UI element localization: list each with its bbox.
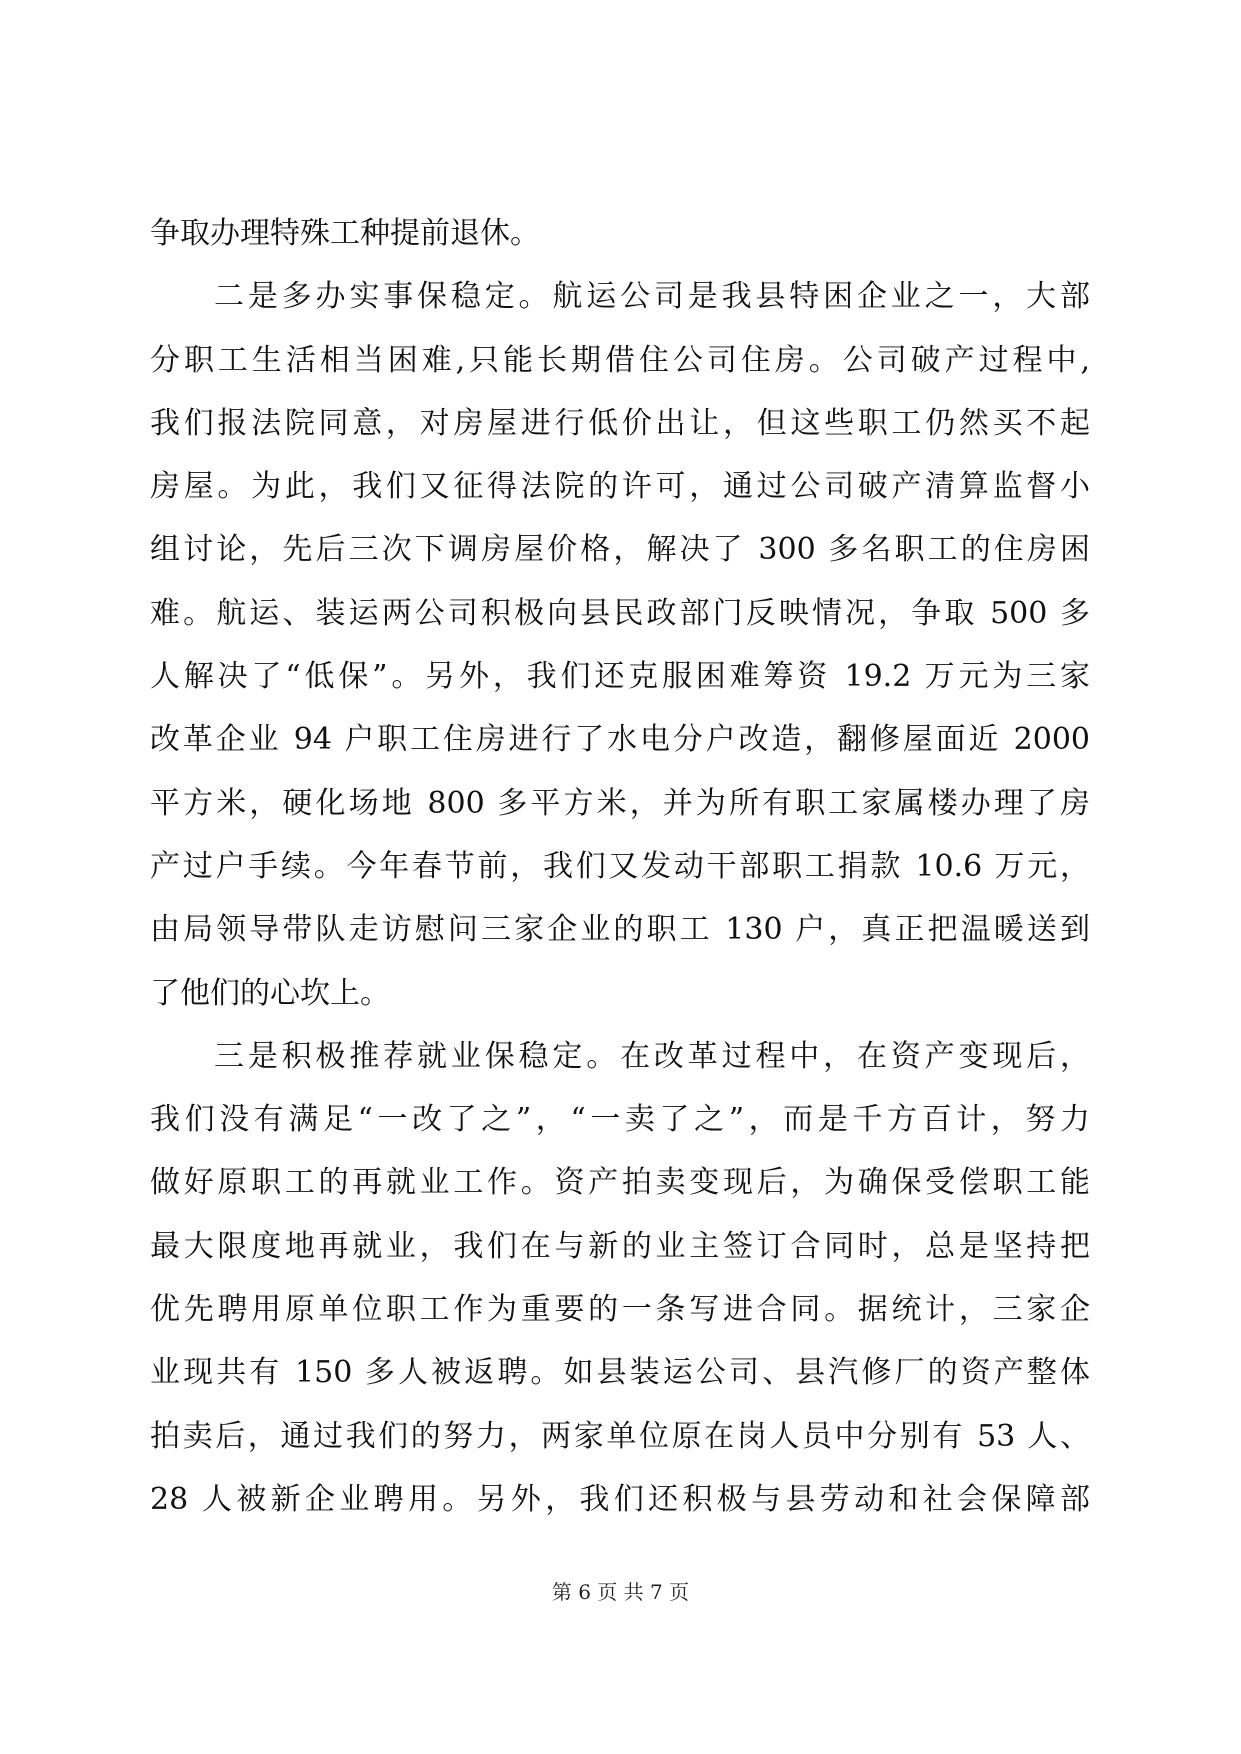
text-line: 由局领导带队走访慰问三家企业的职工 130 户，真正把温暖送到	[150, 912, 1090, 948]
text-line: 人解决了“低保”。另外，我们还克服困难筹资 19.2 万元为三家	[150, 659, 1090, 695]
text-line: 房屋。为此，我们又征得法院的许可，通过公司破产清算监督小	[150, 469, 1090, 505]
text-line: 优先聘用原单位职工作为重要的一条写进合同。据统计，三家企	[150, 1292, 1090, 1328]
paragraph-start-line: 二是多办实事保稳定。航运公司是我县特困企业之一，大部	[214, 279, 1090, 315]
text-line: 改革企业 94 户职工住房进行了水电分户改造，翻修屋面近 2000	[150, 722, 1090, 758]
text-line: 平方米，硬化场地 800 多平方米，并为所有职工家属楼办理了房	[150, 785, 1090, 821]
text-line: 组讨论，先后三次下调房屋价格，解决了 300 多名职工的住房困	[150, 532, 1090, 568]
text-line: 拍卖后，通过我们的努力，两家单位原在岗人员中分别有 53 人、	[150, 1418, 1090, 1454]
text-line: 产过户手续。今年春节前，我们又发动干部职工捐款 10.6 万元，	[150, 848, 1090, 884]
text-line: 最大限度地再就业，我们在与新的业主签订合同时，总是坚持把	[150, 1228, 1090, 1264]
text-line: 了他们的心坎上。	[150, 975, 390, 1011]
text-line: 业现共有 150 多人被返聘。如县装运公司、县汽修厂的资产整体	[150, 1355, 1090, 1391]
text-line: 我们报法院同意，对房屋进行低价出让，但这些职工仍然买不起	[150, 405, 1090, 441]
page-number: 第 6 页	[551, 1580, 618, 1604]
text-line: 分职工生活相当困难,只能长期借住公司住房。公司破产过程中,	[150, 342, 1090, 378]
text-line: 28 人被新企业聘用。另外，我们还积极与县劳动和社会保障部	[150, 1481, 1090, 1517]
text-line: 难。航运、装运两公司积极向县民政部门反映情况，争取 500 多	[150, 595, 1090, 631]
page-total: 共 7 页	[623, 1580, 690, 1604]
document-body	[150, 202, 1090, 1531]
text-line: 做好原职工的再就业工作。资产拍卖变现后，为确保受偿职工能	[150, 1165, 1090, 1201]
text-line: 我们没有满足“一改了之”，“一卖了之”，而是千方百计，努力	[150, 1102, 1090, 1138]
paragraph-start-line: 三是积极推荐就业保稳定。在改革过程中，在资产变现后，	[214, 1038, 1090, 1074]
text-line: 争取办理特殊工种提前退休。	[150, 216, 540, 251]
page-footer	[0, 1578, 1241, 1606]
